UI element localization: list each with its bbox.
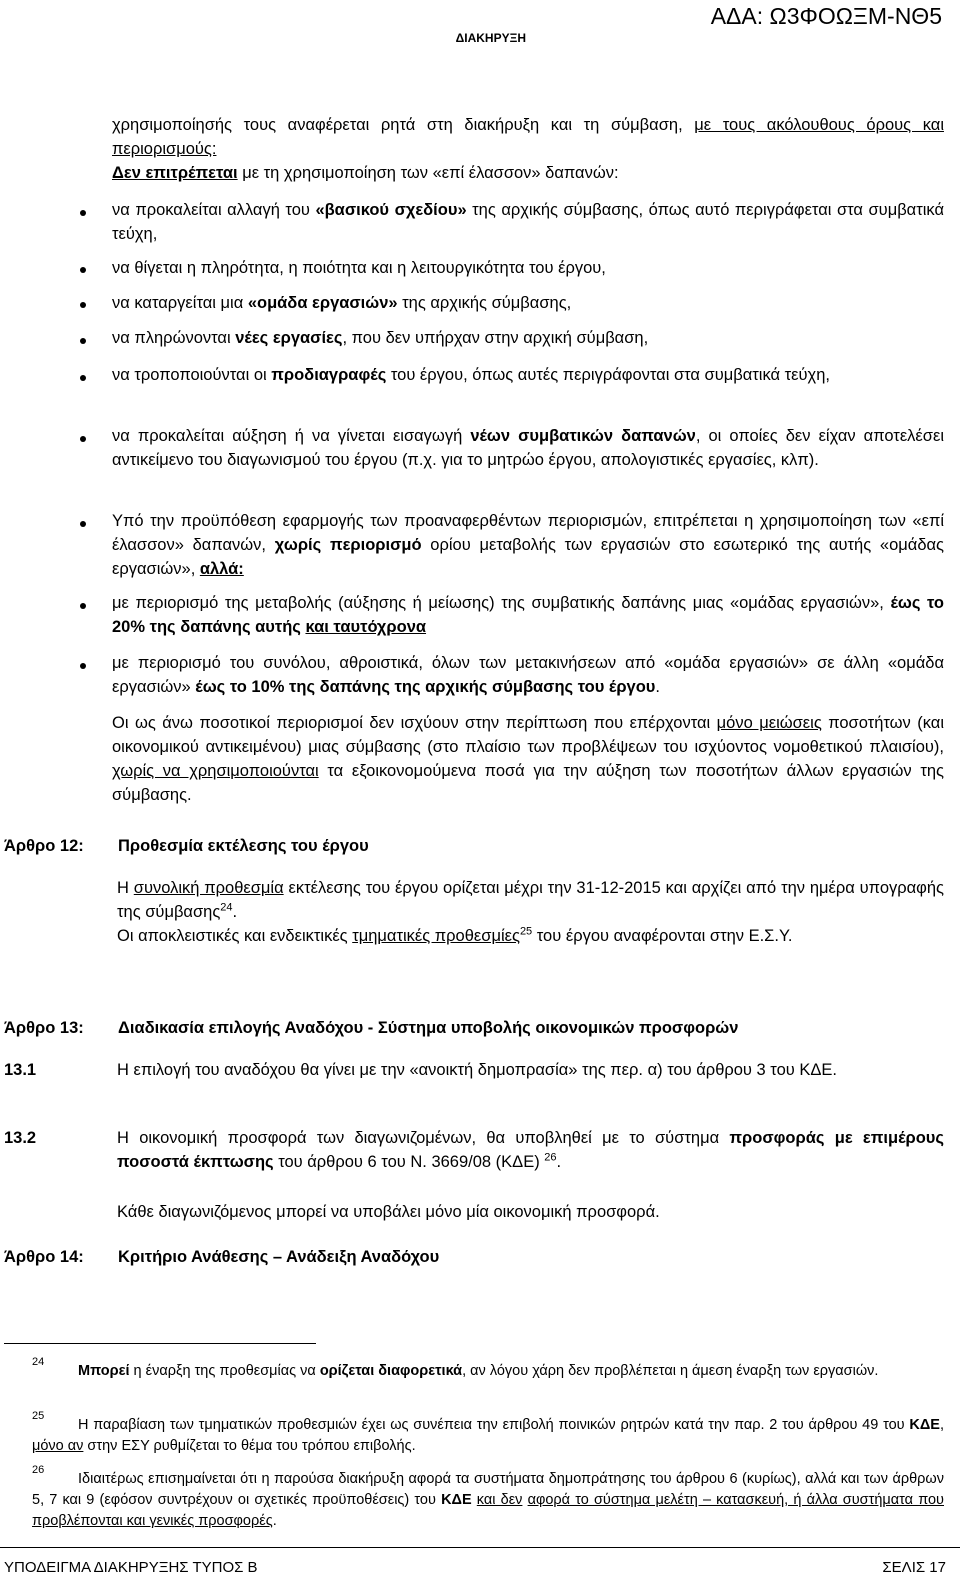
section-13-2-note: Κάθε διαγωνιζόμενος μπορεί να υποβάλει μόνο μία οικονομική προσφορά.: [117, 1203, 660, 1221]
bullet-item: να προκαλείται αύξηση ή να γίνεται εισαγωγή νέων συμβατικών δαπανών, οι οποίες δεν είχαν αποτελέσει αντικείμενο του διαγωνισμού του έργου (π.χ. για το μητρώο έργου, απολογιστικές εργασίες, κλπ).: [112, 427, 944, 469]
footer-rule: [0, 1547, 960, 1548]
footnote-number: 26: [32, 1464, 45, 1476]
section-number: 13.2: [4, 1129, 37, 1147]
bullet-item: να θίγεται η πληρότητα, η ποιότητα και η λειτουργικότητα του έργου,: [112, 259, 606, 277]
footnote-24: Μπορεί η έναρξη της προθεσμίας να ορίζεται διαφορετικά, αν λόγου χάρη δεν προβλέπεται η άμεση έναρξη των εργασιών.: [78, 1363, 879, 1379]
footnote-separator: [4, 1343, 316, 1344]
bullet-dot: [80, 302, 86, 308]
bullet-dot: [80, 210, 86, 216]
article-12-label: Άρθρο 12:: [4, 837, 84, 855]
bullet-dot: [80, 338, 86, 344]
article-13-label: Άρθρο 13:: [4, 1019, 84, 1037]
article-12-title: Προθεσμία εκτέλεσης του έργου: [118, 837, 369, 855]
section-13-1-text: Η επιλογή του αναδόχου θα γίνει με την «ανοικτή δημοπρασία» της περ. α) του άρθρου 3 του ΚΔΕ.: [117, 1061, 837, 1079]
bullet-item: να πληρώνονται νέες εργασίες, που δεν υπήρχαν στην αρχική σύμβαση,: [112, 329, 649, 347]
footnote-25: Η παραβίαση των τμηματικών προθεσμιών έχει ως συνέπεια την επιβολή ποινικών ρητρών κατά την παρ. 2 του άρθρου 49 του ΚΔΕ, μόνο αν στην ΕΣΥ ρυθμίζεται το θέμα του τρόπου επιβολής.: [32, 1417, 944, 1454]
bullet-dot: [80, 375, 86, 381]
article-14-label: Άρθρο 14:: [4, 1248, 84, 1266]
article-14-title: Κριτήριο Ανάθεσης – Ανάδειξη Αναδόχου: [118, 1248, 440, 1266]
footer-page-number: ΣΕΛΙΣ 17: [882, 1559, 946, 1576]
section-number: 13.1: [4, 1061, 37, 1079]
bullet-item: να τροποποιούνται οι προδιαγραφές του έργου, όπως αυτές περιγράφονται στα συμβατικά τεύχη,: [112, 366, 830, 384]
footnote-26: Ιδιαιτέρως επισημαίνεται ότι η παρούσα διακήρυξη αφορά τα συστήματα δημοπράτησης του άρθρου 6 (κυρίως), αλλά και των άρθρων 5, 7 και 9 (εφόσον συντρέχουν οι σχετικές προϋποθέσεις) του ΚΔΕ και δεν αφορά το σύστημα μελέτη – κατασκευή, ή άλλα συστήματα που προβλέπονται και γενικές προσφορές.: [32, 1471, 944, 1529]
bullet-dot: [80, 663, 86, 669]
footnote-number: 25: [32, 1410, 45, 1422]
bullet-item: με περιορισμό του συνόλου, αθροιστικά, όλων των μετακινήσεων από «ομάδα εργασιών» σε άλλη «ομάδα εργασιών» έως το 10% της δαπάνης της αρχικής σύμβασης του έργου.: [112, 654, 944, 696]
bullet-item: Υπό την προϋπόθεση εφαρμογής των προαναφερθέντων περιορισμών, επιτρέπεται η χρησιμοποίηση των «επί έλασσον» δαπανών, χωρίς περιορισμό ορίου μεταβολής των εργασιών στο εσωτερικό της αυτής «ομάδας εργασιών», αλλά:: [112, 512, 944, 578]
section-13-2-text: Η οικονομική προσφορά των διαγωνιζομένων, θα υποβληθεί με το σύστημα προσφοράς με επιμέρους ποσοστά έκπτωσης του άρθρου 6 του Ν. 3669/08 (ΚΔΕ) $^{26}$.: [117, 1129, 944, 1171]
bullet-dot: [80, 521, 86, 527]
footer-template-name: ΥΠΟΔΕΙΓΜΑ ΔΙΑΚΗΡΥΞΗΣ ΤΥΠΟΣ Β: [4, 1559, 258, 1576]
bullet-item: να καταργείται μια «ομάδα εργασιών» της αρχικής σύμβασης,: [112, 294, 572, 312]
bullet-dot: [80, 603, 86, 609]
article-13-title: Διαδικασία επιλογής Αναδόχου - Σύστημα υποβολής οικονομικών προσφορών: [118, 1019, 739, 1037]
footnote-number: 24: [32, 1356, 45, 1368]
classification-label: ΔΙΑΚΗΡΥΞΗ: [455, 31, 526, 45]
bullet-dot: [80, 267, 86, 273]
article-12-paragraph: Η συνολική προθεσμία εκτέλεσης του έργου ορίζεται μέχρι την 31-12-2015 και αρχίζει από την ημέρα υπογραφής της σύμβασης$^{24}$. Οι αποκλειστικές και ενδεικτικές τμηματικές προθεσμίες$^{25}$ του έργου αναφέρονται στην Ε.Σ.Υ.: [117, 879, 945, 945]
intro-paragraph: χρησιμοποίησής τους αναφέρεται ρητά στη διακήρυξη και τη σύμβαση, με τους ακόλουθους όρους και περιορισμούς: Δεν επιτρέπεται με τη χρησιμοποίηση των «επί έλασσον» δαπανών:: [112, 116, 944, 182]
ada-code: ΑΔΑ: Ω3ΦΟΩΞΜ-ΝΘ5: [710, 3, 942, 29]
limits-paragraph: Οι ως άνω ποσοτικοί περιορισμοί δεν ισχύουν στην περίπτωση που επέρχονται μόνο μειώσεις ποσοτήτων (και οικονομικού αντικειμένου) μιας σύμβασης (στο πλαίσιο των προβλέψεων του ισχύοντος νομοθετικού πλαισίου), χωρίς να χρησιμοποιούνται τα εξοικονομούμενα ποσά για την αύξηση των ποσοτήτων άλλων εργασιών της σύμβασης.: [112, 714, 945, 804]
bullet-item: να προκαλείται αλλαγή του «βασικού σχεδίου» της αρχικής σύμβασης, όπως αυτό περιγράφεται στα συμβατικά τεύχη,: [112, 201, 944, 243]
bullet-item: με περιορισμό της μεταβολής (αύξησης ή μείωσης) της συμβατικής δαπάνης μιας «ομάδας εργασιών», έως το 20% της δαπάνης αυτής και ταυτόχρονα: [112, 594, 944, 636]
bullet-dot: [80, 436, 86, 442]
